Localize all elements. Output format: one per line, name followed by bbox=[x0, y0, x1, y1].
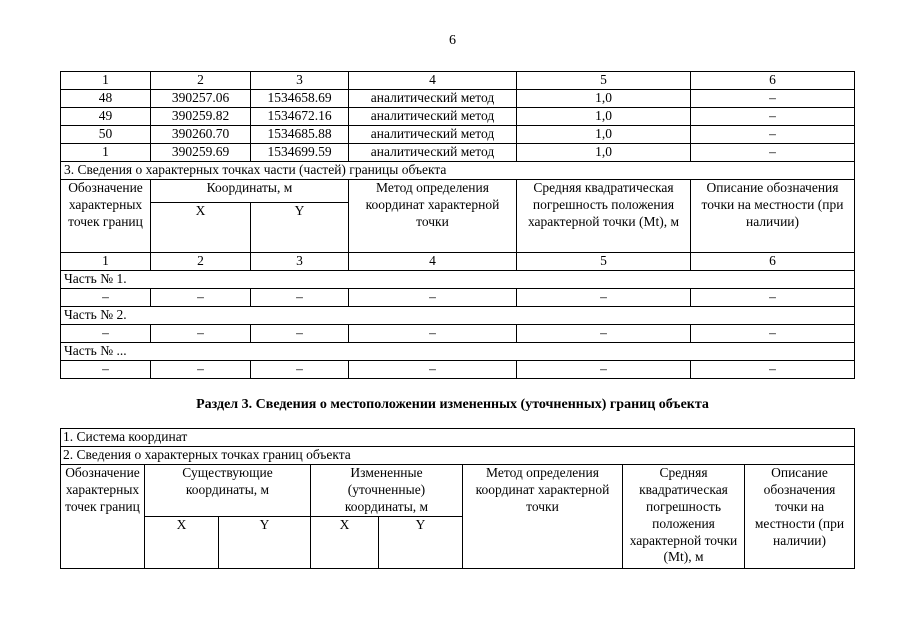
column-number: 1 bbox=[61, 72, 151, 90]
page-number: 6 bbox=[449, 33, 456, 48]
description: – bbox=[691, 126, 855, 144]
changed-boundaries-table bbox=[60, 428, 855, 569]
cell: – bbox=[517, 325, 691, 343]
column-number: 3 bbox=[251, 72, 349, 90]
points-info-title: 2. Сведения о характерных точках границ объекта bbox=[61, 447, 855, 465]
cell: – bbox=[151, 325, 251, 343]
error: 1,0 bbox=[517, 90, 691, 108]
cell: – bbox=[61, 289, 151, 307]
column-number-row bbox=[61, 253, 855, 271]
point-number: 48 bbox=[61, 90, 151, 108]
table-row bbox=[61, 144, 855, 162]
section-title-row bbox=[61, 162, 855, 180]
points-info-row bbox=[61, 447, 855, 465]
cell: – bbox=[61, 361, 151, 379]
cell: – bbox=[151, 289, 251, 307]
cell: – bbox=[349, 325, 517, 343]
point-number: 50 bbox=[61, 126, 151, 144]
cell: – bbox=[349, 289, 517, 307]
point-number: 49 bbox=[61, 108, 151, 126]
method: аналитический метод bbox=[349, 126, 517, 144]
column-number: 5 bbox=[517, 72, 691, 90]
error: 1,0 bbox=[517, 126, 691, 144]
part-label-row bbox=[61, 307, 855, 325]
cell: – bbox=[251, 361, 349, 379]
coordinate-system-title: 1. Система координат bbox=[61, 429, 855, 447]
section-heading: Раздел 3. Сведения о местоположении измененных (уточненных) границ объекта bbox=[196, 397, 709, 412]
header-x-existing: X bbox=[145, 516, 219, 568]
table-row bbox=[61, 325, 855, 343]
header-x-changed: X bbox=[311, 516, 379, 568]
cell: – bbox=[151, 361, 251, 379]
header-point-designation: Обозначение характерных точек границ bbox=[61, 465, 145, 569]
header-error: Средняя квадратическая погрешность положения характерной точки (Mt), м bbox=[517, 180, 691, 253]
error: 1,0 bbox=[517, 108, 691, 126]
description: – bbox=[691, 144, 855, 162]
header-description: Описание обозначения точки на местности (при наличии) bbox=[691, 180, 855, 253]
method: аналитический метод bbox=[349, 144, 517, 162]
table-row bbox=[61, 108, 855, 126]
column-number: 2 bbox=[151, 253, 251, 271]
column-number: 4 bbox=[349, 253, 517, 271]
header-method: Метод определения координат характерной точки bbox=[349, 180, 517, 253]
part-label: Часть № 1. bbox=[61, 271, 855, 289]
cell: – bbox=[349, 361, 517, 379]
cell: – bbox=[691, 325, 855, 343]
coord-y: 1534685.88 bbox=[251, 126, 349, 144]
header-point-designation: Обозначение характерных точек границ bbox=[61, 180, 151, 253]
column-number: 6 bbox=[691, 253, 855, 271]
header-method: Метод определения координат характерной точки bbox=[463, 465, 623, 569]
section-3-title: 3. Сведения о характерных точках части (частей) границы объекта bbox=[61, 162, 855, 180]
point-number: 1 bbox=[61, 144, 151, 162]
coord-x: 390259.82 bbox=[151, 108, 251, 126]
cell: – bbox=[517, 361, 691, 379]
table-row bbox=[61, 361, 855, 379]
part-label: Часть № ... bbox=[61, 343, 855, 361]
column-number: 1 bbox=[61, 253, 151, 271]
column-number: 6 bbox=[691, 72, 855, 90]
method: аналитический метод bbox=[349, 90, 517, 108]
cell: – bbox=[691, 361, 855, 379]
header-changed-coords: Измененные (уточненные) координаты, м bbox=[311, 465, 463, 517]
cell: – bbox=[251, 325, 349, 343]
description: – bbox=[691, 108, 855, 126]
column-number: 4 bbox=[349, 72, 517, 90]
column-number: 2 bbox=[151, 72, 251, 90]
column-number: 3 bbox=[251, 253, 349, 271]
description: – bbox=[691, 90, 855, 108]
cell: – bbox=[517, 289, 691, 307]
column-number-row bbox=[61, 72, 855, 90]
column-number: 5 bbox=[517, 253, 691, 271]
coord-y: 1534699.59 bbox=[251, 144, 349, 162]
cell: – bbox=[61, 325, 151, 343]
method: аналитический метод bbox=[349, 108, 517, 126]
header-description: Описание обозначения точки на местности (при наличии) bbox=[745, 465, 855, 569]
header-error: Средняя квадратическая погрешность положения характерной точки (Mt), м bbox=[623, 465, 745, 569]
table-row bbox=[61, 289, 855, 307]
header-existing-coords: Существующие координаты, м bbox=[145, 465, 311, 517]
coordinate-system-row bbox=[61, 429, 855, 447]
header-y-existing: Y bbox=[219, 516, 311, 568]
coord-x: 390259.69 bbox=[151, 144, 251, 162]
cell: – bbox=[691, 289, 855, 307]
coord-y: 1534658.69 bbox=[251, 90, 349, 108]
header-row bbox=[61, 180, 855, 203]
header-x: X bbox=[151, 203, 251, 253]
part-label: Часть № 2. bbox=[61, 307, 855, 325]
table-row bbox=[61, 126, 855, 144]
header-y-changed: Y bbox=[379, 516, 463, 568]
header-coordinates: Координаты, м bbox=[151, 180, 349, 203]
points-table bbox=[60, 71, 855, 379]
coord-x: 390257.06 bbox=[151, 90, 251, 108]
coord-y: 1534672.16 bbox=[251, 108, 349, 126]
cell: – bbox=[251, 289, 349, 307]
table-row bbox=[61, 90, 855, 108]
header-row bbox=[61, 465, 855, 517]
error: 1,0 bbox=[517, 144, 691, 162]
part-label-row bbox=[61, 271, 855, 289]
part-label-row bbox=[61, 343, 855, 361]
header-y: Y bbox=[251, 203, 349, 253]
coord-x: 390260.70 bbox=[151, 126, 251, 144]
